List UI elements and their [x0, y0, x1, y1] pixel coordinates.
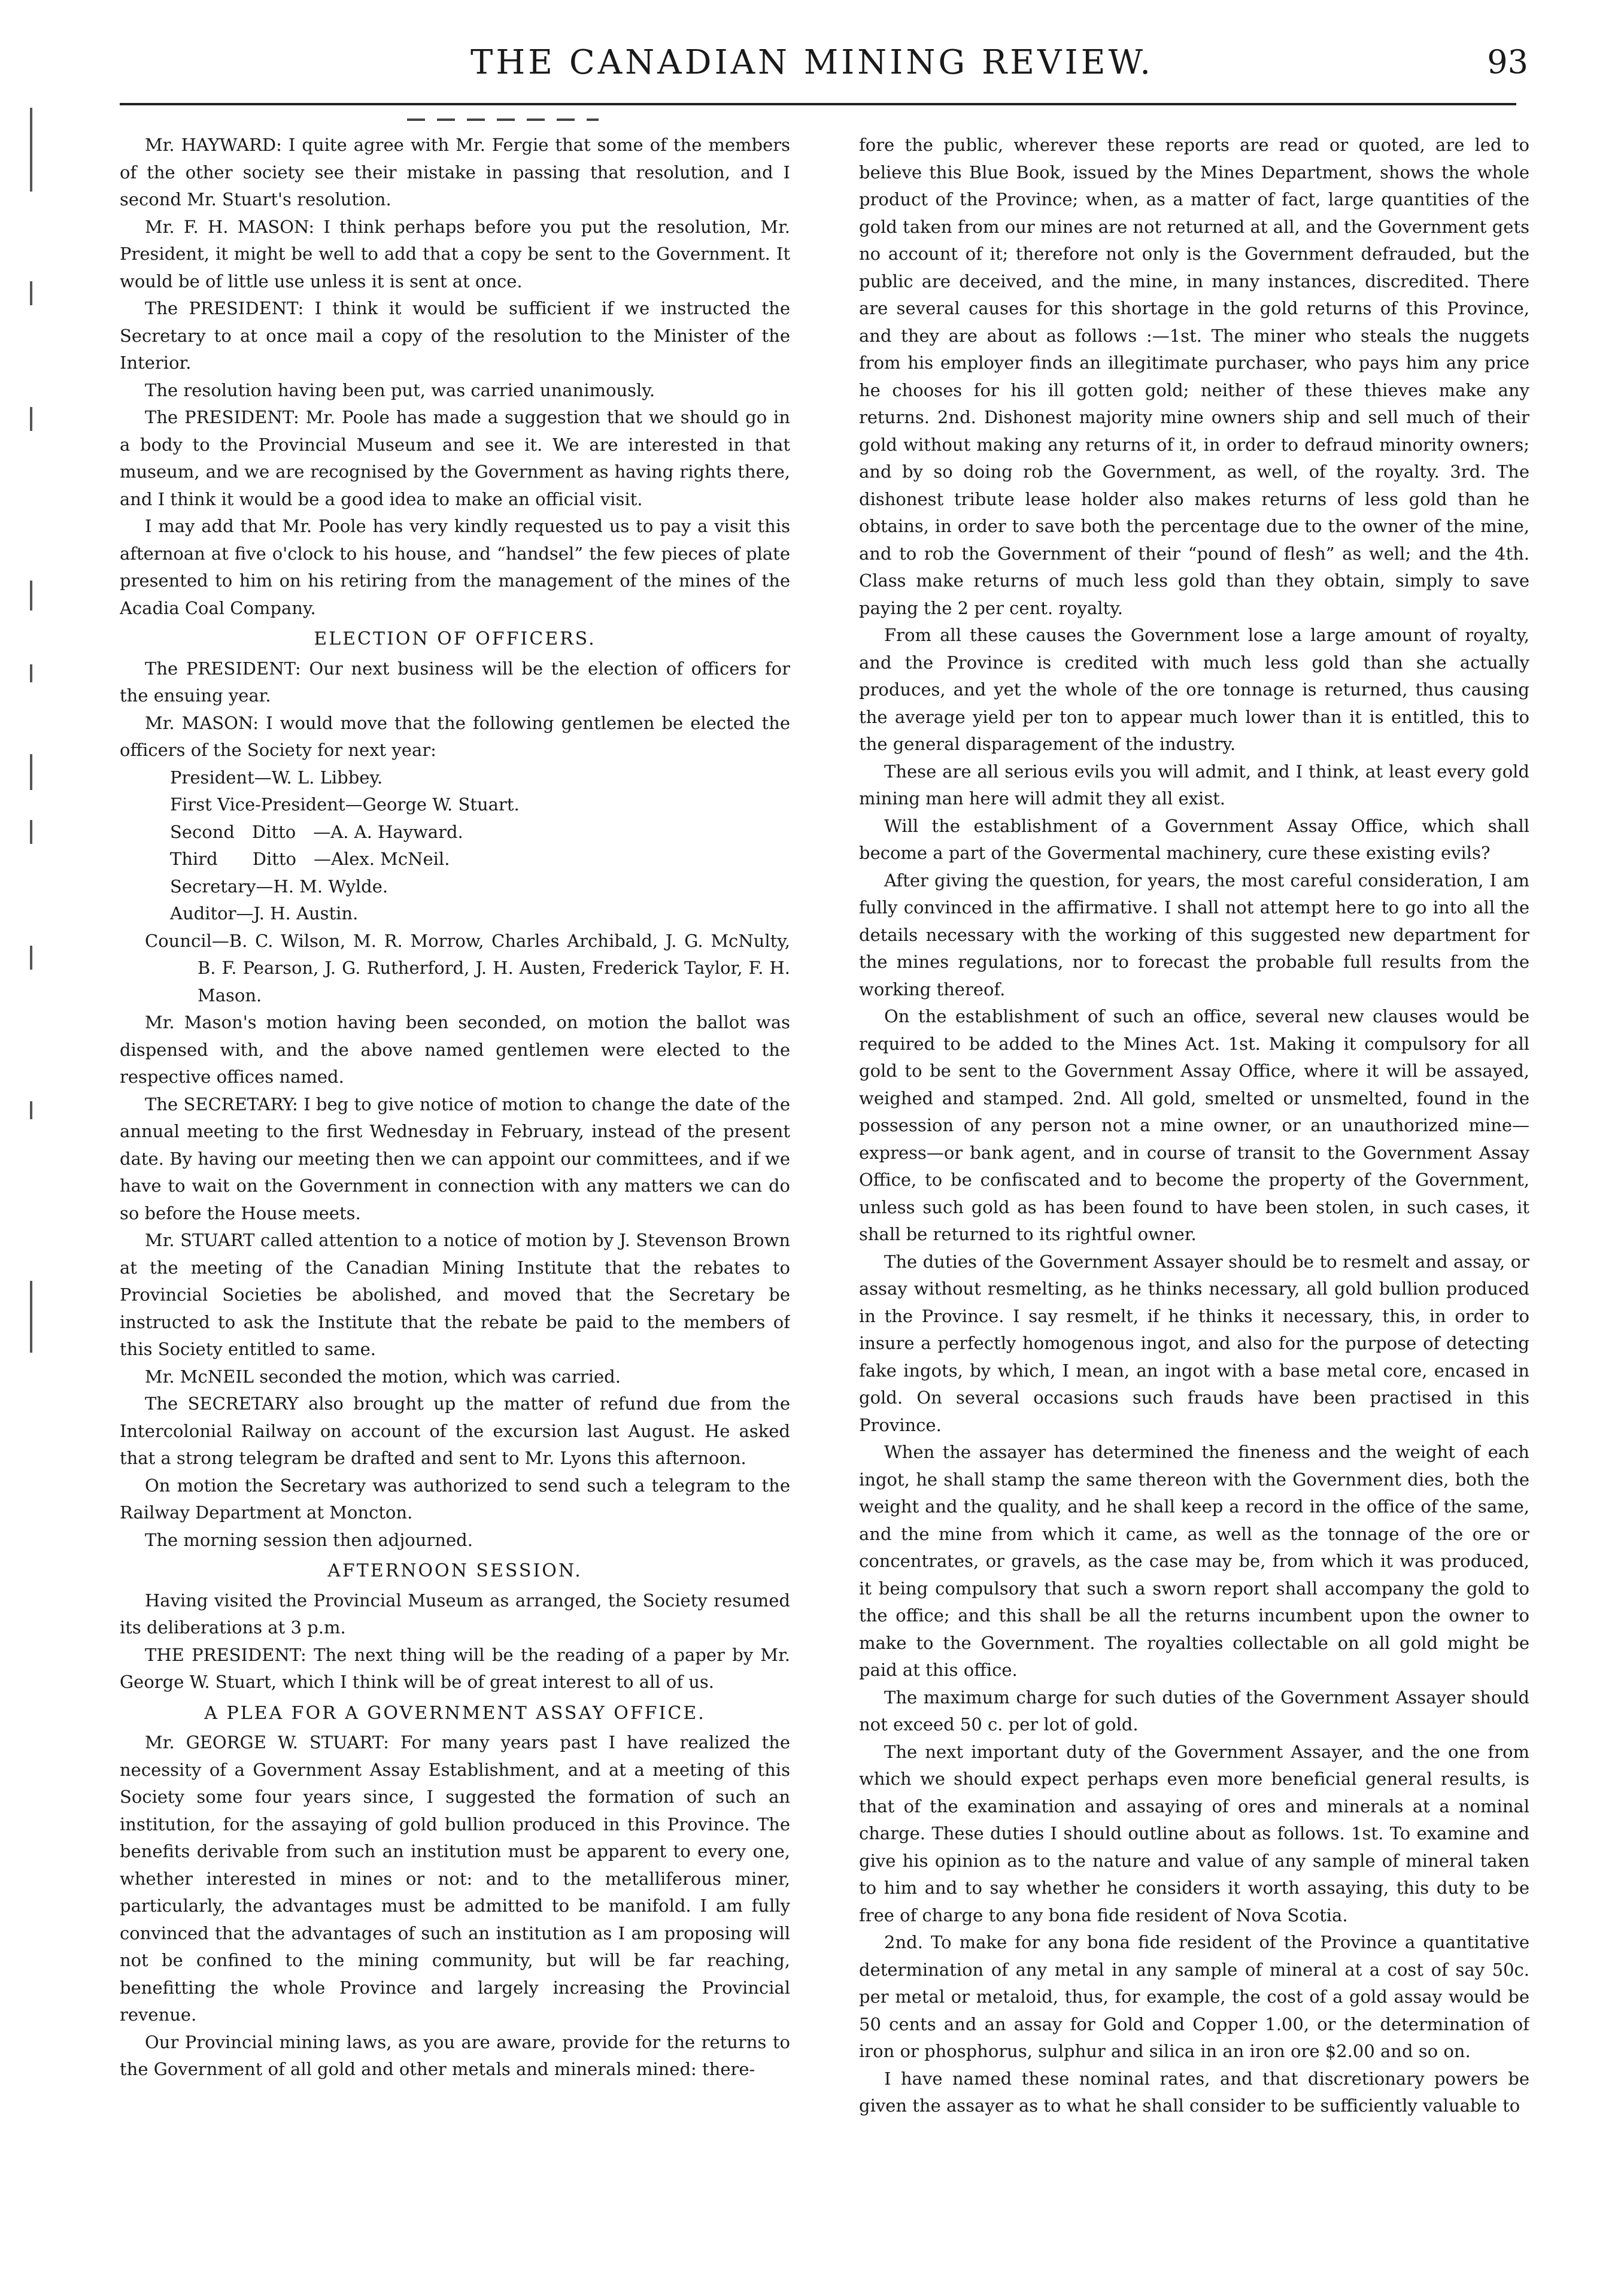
paragraph: 2nd. To make for any bona fide resident of the Province a quantitative determination of any metal in any sample of mineral at a cost of say 50c. per metal or metaloid, thus, for example, the cost of a gold assay would be 50 cents and an assay for Gold and Copper 1.00, or the determination of iron or phosphorus, sulphur and silica in an iron ore $2.00 and so on.: [859, 1932, 1529, 2061]
paragraph: When the assayer has determined the fineness and the weight of each ingot, he shall stamp the same thereon with the Government dies, both the weight and the quality, and he shall keep a record in the office of the same, and the mine from which it came, as well as the tonnage of the ore or concentrates, or gravels, as the case may be, from which it was produced, it being compulsory that such a sworn report shall accompany the gold to the office; and this shall be all the returns incumbent upon the owner to make to the Government. The royalties collectable on all gold might be paid at this office.: [859, 1442, 1529, 1680]
paragraph-continued: fore the public, wherever these reports are read or quoted, are led to believe this Blue Book, issued by the Mines Department, shows the whole product of the Province; when, as a matter of fact, large quantities of the gold taken from our mines are not returned at all, and the Government gets no account of it; therefore not only is the Government defrauded, but the public are deceived, and the mine, in many instances, discredited. There are several causes for this shortage in the gold returns of this Province, and they are about as follows :—1st. The miner who steals the nuggets from his employer finds an illegitimate purchaser, who pays him any price he chooses for his ill gotten gold; neither of these thieves make any returns. 2nd. Dishonest majority mine owners ship and sell much of their gold without making any returns of it, in order to defraud minority owners; and by so doing rob the Government, as well, of the royalty. 3rd. The dishonest tribute lease holder also makes returns of less gold than he obtains, in order to save both the percentage due to the owner of the mine, and to rob the Government of their “pound of flesh” as well; and the 4th. Class make returns of much less gold than they obtain, simply to save paying the 2 per cent. royalty.: [859, 135, 1529, 618]
paragraph: Mr. HAYWARD: I quite agree with Mr. Fergie that some of the members of the other society see their mistake in passing that resolution, and I second Mr. Stuart's resolution.: [120, 135, 790, 209]
paragraph: The resolution having been put, was carried unanimously.: [145, 379, 655, 400]
margin-marks: [18, 108, 54, 1903]
left-column: [120, 132, 790, 2227]
paragraph: From all these causes the Government lose a large amount of royalty, and the Province is credited with much less gold than she actually produces, and yet the whole of the ore tonnage is returned, thus causing the average yield per ton to appear much lower than it is entitled, this to the general disparagement of the industry.: [859, 625, 1529, 754]
paragraph: I may add that Mr. Poole has very kindly requested us to pay a visit this afternoan at five o'clock to his house, and “handsel” the few pieces of plate presented to him on his retiring from the management of the mines of the Acadia Coal Company.: [120, 516, 790, 618]
paragraph: The PRESIDENT: I think it would be sufficient if we instructed the Secretary to at once mail a copy of the resolution to the Minister of the Interior.: [120, 298, 790, 373]
paragraph: The SECRETARY: I beg to give notice of motion to change the date of the annual meeting to the first Wednesday in February, instead of the present date. By having our meeting then we can appoint our committees, and if we have to wait on the Government in connection with any matters we can do so before the House meets.: [120, 1094, 790, 1223]
paragraph: The maximum charge for such duties of the Government Assayer should not exceed 50 c. per lot of gold.: [859, 1687, 1529, 1735]
page-header: [0, 43, 1624, 103]
paragraph: The PRESIDENT: Our next business will be the election of officers for the ensuing year.: [120, 658, 790, 706]
section-heading: ELECTION OF OFFICERS.: [314, 628, 596, 649]
paragraph: These are all serious evils you will admit, and I think, at least every gold mining man here will admit they all exist.: [859, 761, 1529, 809]
paragraph: The PRESIDENT: Mr. Poole has made a suggestion that we should go in a body to the Provincial Museum and see it. We are interested in that museum, and we are recognised by the Government as having rights there, and I think it would be a good idea to make an official visit.: [120, 407, 790, 509]
paragraph: THE PRESIDENT: The next thing will be the reading of a paper by Mr. George W. Stuart, which I think will be of great interest to all of us.: [120, 1644, 790, 1692]
paragraph: After giving the question, for years, the most careful consideration, I am fully convinced in the affirmative. I shall not attempt here to go into all the details necessary with the working of this suggested new department for the mines regulations, nor to forecast the probable full results from the working thereof.: [859, 870, 1529, 1000]
paragraph: The SECRETARY also brought up the matter of refund due from the Intercolonial Railway on account of the excursion last August. He asked that a strong telegram be drafted and sent to Mr. Lyons this afternoon.: [120, 1393, 790, 1468]
right-column: [859, 132, 1529, 2227]
officer-line: Second Ditto —A. A. Hayward.: [170, 821, 463, 842]
paragraph: Mr. MASON: I would move that the following gentlemen be elected the officers of the Society for next year:: [120, 712, 790, 760]
paragraph: I have named these nominal rates, and that discretionary powers be given the assayer as to what he shall consider to be sufficiently valuable to: [859, 2068, 1529, 2116]
paragraph: Will the establishment of a Government Assay Office, which shall become a part of the Govermental machinery, cure these existing evils?: [859, 815, 1529, 863]
page-number: 93: [1487, 43, 1528, 81]
paragraph: On the establishment of such an office, several new clauses would be required to be added to the Mines Act. 1st. Making it compulsory for all gold to be sent to the Government Assay Office, where it will be assayed, weighed and stamped. 2nd. All gold, smelted or unsmelted, found in the possession of any person not a mine owner, or an unauthorized mine—express—or bank agent, and in course of transit to the Government Assay Office, to be confiscated and to become the property of the Government, unless such gold as has been found to have been stolen, in such cases, it shall be returned to its rightful owner.: [859, 1006, 1529, 1244]
paragraph: Mr. GEORGE W. STUART: For many years past I have realized the necessity of a Government Assay Establishment, and at a meeting of this Society some four years since, I suggested the formation of such an institution, for the assaying of gold bullion produced in this Province. The benefits derivable from such an institution must be apparent to every one, whether interested in mines or not: and to the metalliferous miner, particularly, the advantages must be admitted to be manifold. I am fully convinced that the advantages of such an institution as I am proposing will not be confined to the mining community, but will be far reaching, benefitting the whole Province and largely increasing the Provincial revenue.: [120, 1732, 790, 2025]
header-ornament: [407, 119, 599, 121]
officer-line: Auditor—J. H. Austin.: [170, 903, 359, 924]
paragraph: Mr. STUART called attention to a notice of motion by J. Stevenson Brown at the meeting of the Canadian Mining Institute that the rebates to Provincial Societies be abolished, and moved that the Secretary be instructed to ask the Institute that the rebate be paid to the members of this Society entitled to same.: [120, 1230, 790, 1359]
header-rule: [120, 103, 1516, 105]
paragraph: Mr. McNEIL seconded the motion, which was carried.: [145, 1366, 621, 1387]
paragraph: On motion the Secretary was authorized to send such a telegram to the Railway Department at Moncton.: [120, 1475, 790, 1523]
paragraph: Mr. Mason's motion having been seconded, on motion the ballot was dispensed with, and the above named gentlemen were elected to the respective offices named.: [120, 1012, 790, 1087]
officer-line: Secretary—H. M. Wylde.: [170, 876, 388, 897]
journal-title: THE CANADIAN MINING REVIEW.: [470, 43, 1154, 82]
officer-line: President—W. L. Libbey.: [170, 767, 383, 788]
officer-line: Third Ditto —Alex. McNeil.: [170, 849, 450, 869]
paragraph: The duties of the Government Assayer should be to resmelt and assay, or assay without resmelting, as he thinks necessary, all gold bullion produced in the Province. I say resmelt, if he thinks it necessary, this, in order to insure a perfectly homogenous ingot, and also for the purpose of detecting fake ingots, by which, I mean, an ingot with a base metal core, encased in gold. On several occasions such frauds have been practised in this Province.: [859, 1251, 1529, 1435]
paragraph: Our Provincial mining laws, as you are aware, provide for the returns to the Government of all gold and other metals and minerals mined: there-: [120, 2031, 790, 2079]
paragraph: The morning session then adjourned.: [145, 1529, 473, 1550]
section-heading: AFTERNOON SESSION.: [327, 1560, 582, 1581]
council-line: Council—B. C. Wilson, M. R. Morrow, Charles Archibald, J. G. McNulty, B. F. Pearson, J. G. Rutherford, J. H. Austen, Frederick Taylor, F. H. Mason.: [145, 930, 790, 1006]
paragraph: Mr. F. H. MASON: I think perhaps before you put the resolution, Mr. President, it might be well to add that a copy be sent to the Government. It would be of little use unless it is sent at once.: [120, 216, 790, 291]
paragraph: Having visited the Provincial Museum as arranged, the Society resumed its deliberations at 3 p.m.: [120, 1590, 790, 1638]
section-heading: A PLEA FOR A GOVERNMENT ASSAY OFFICE.: [204, 1702, 706, 1724]
officer-line: First Vice-President—George W. Stuart.: [170, 794, 520, 815]
paragraph: The next important duty of the Government Assayer, and the one from which we should expect perhaps even more beneficial general results, is that of the examination and assaying of ores and minerals at a nominal charge. These duties I should outline about as follows. 1st. To examine and give his opinion as to the nature and value of any sample of mineral taken to him and to say whether he considers it worth assaying, this duty to be free of charge to any bona fide resident of Nova Scotia.: [859, 1741, 1529, 1925]
